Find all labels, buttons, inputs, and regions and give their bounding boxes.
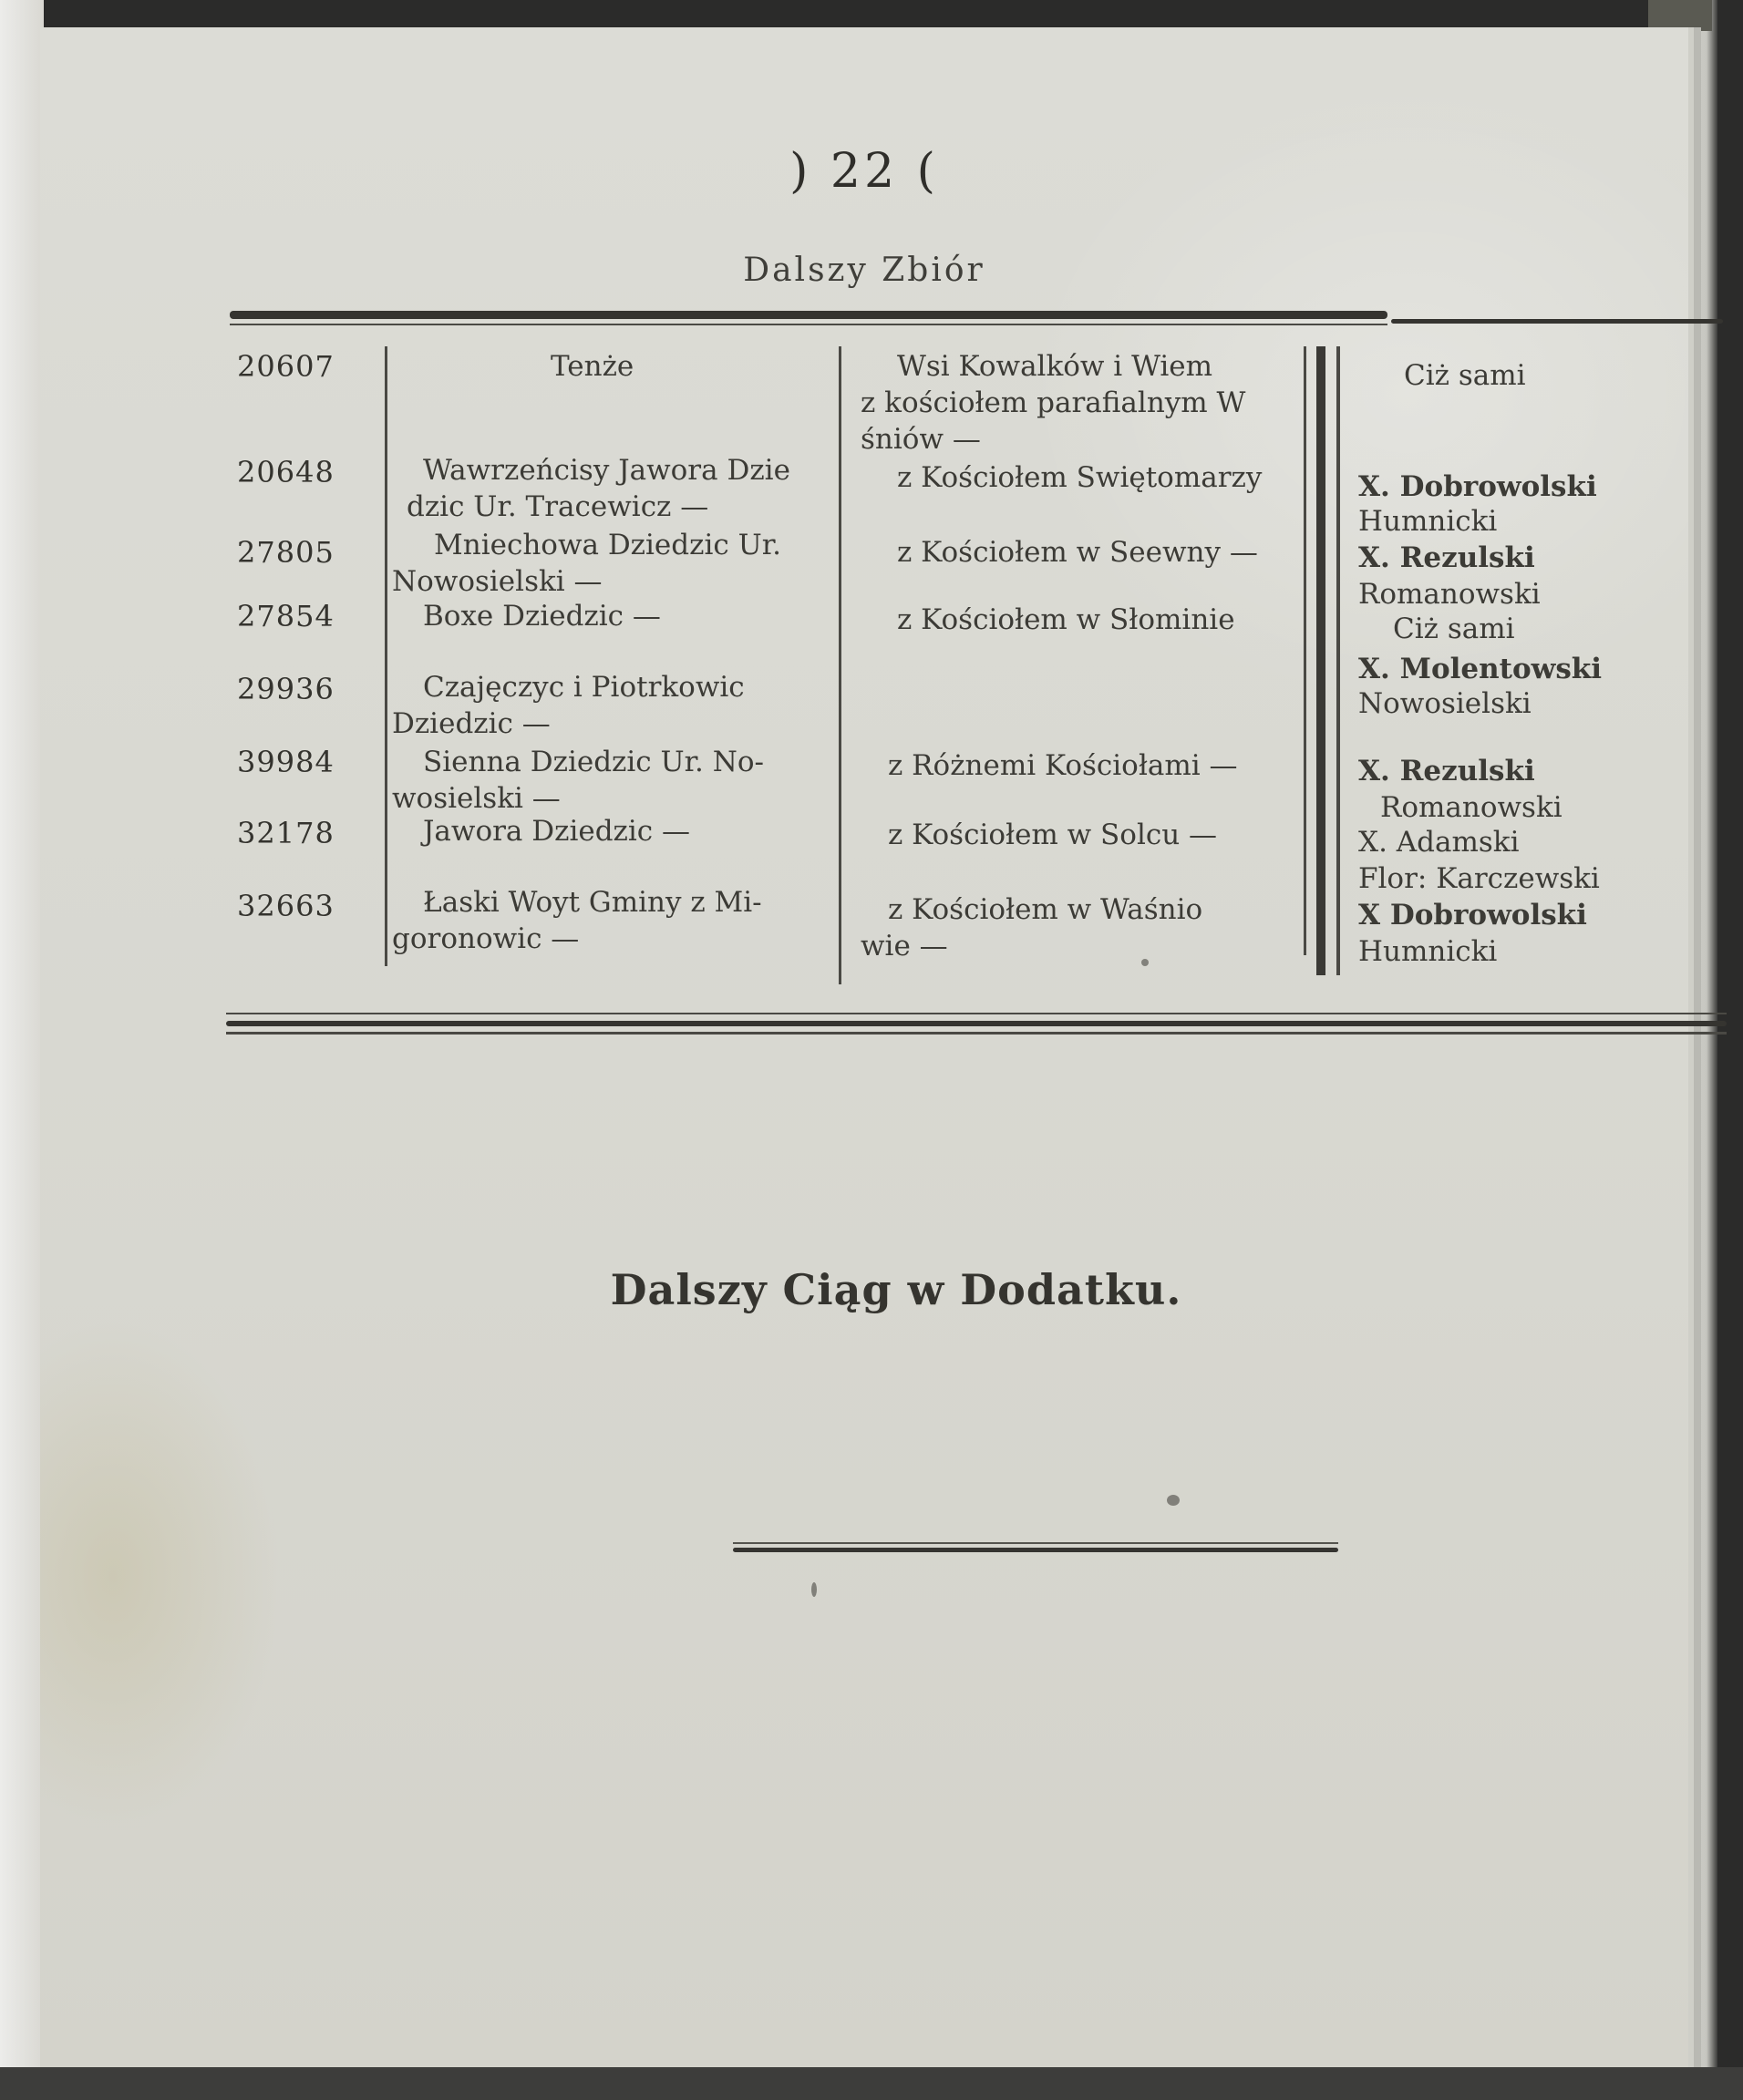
- end-rule: [733, 1548, 1338, 1552]
- row-priest-line: Nowosielski: [1358, 687, 1532, 720]
- scan-corner: [1648, 0, 1712, 31]
- row-church-line: z Kościołem w Seewny —: [897, 536, 1258, 569]
- row-number: 20648: [237, 455, 335, 489]
- continuation-note: [40, 1265, 1688, 1314]
- row-name-line: Tenże: [551, 350, 634, 383]
- row-number: 29936: [237, 672, 335, 706]
- row-church-line: wie —: [861, 930, 948, 962]
- row-priest-line: X. Adamski: [1358, 826, 1520, 859]
- row-name-line: dzic Ur. Tracewicz —: [407, 490, 709, 523]
- row-number: 32178: [237, 816, 335, 850]
- row-number: 20607: [237, 349, 335, 384]
- ink-spot: [1167, 1495, 1180, 1506]
- section-title: Dalszy Zbiór: [743, 252, 985, 289]
- row-number: 27854: [237, 599, 335, 633]
- row-name-line: Boxe Dziedzic —: [423, 600, 661, 633]
- row-name-line: Mniechowa Dziedzic Ur.: [434, 529, 781, 561]
- row-priest-line: Humnicki: [1358, 935, 1498, 968]
- ink-spot: [811, 1582, 817, 1597]
- row-name-line: Wawrzeńcisy Jawora Dzie: [423, 454, 790, 487]
- row-priest-line: Flor: Karczewski: [1358, 862, 1600, 895]
- row-priest-line: X. Molentowski: [1358, 653, 1603, 685]
- row-name-line: goronowic —: [392, 922, 580, 955]
- row-priest-line: Romanowski: [1380, 791, 1563, 824]
- row-priest-line: X. Rezulski: [1358, 541, 1535, 574]
- row-priest-line: Ciż sami: [1404, 359, 1526, 392]
- row-name-line: Łaski Woyt Gminy z Mi-: [423, 886, 762, 919]
- register-table: [40, 27, 1688, 1030]
- page-number: ) 22 (: [789, 144, 939, 199]
- row-church-line: z kościołem parafialnym W: [861, 386, 1246, 419]
- row-church-line: śniów —: [861, 423, 981, 456]
- row-number: 32663: [237, 889, 335, 923]
- row-name-line: Jawora Dziedzic —: [423, 815, 691, 848]
- row-name-line: Nowosielski —: [392, 565, 603, 598]
- scan-backdrop-left: [0, 0, 44, 2100]
- row-church-line: z Kościołem Swiętomarzy: [897, 461, 1263, 494]
- row-church-line: z Różnemi Kościołami —: [888, 749, 1238, 782]
- document-page: [40, 27, 1688, 2067]
- row-name-line: Sienna Dziedzic Ur. No-: [423, 746, 765, 778]
- row-church-line: Wsi Kowalków i Wiem: [897, 350, 1213, 383]
- row-priest-line: X. Dobrowolski: [1358, 470, 1597, 503]
- row-name-line: Dziedzic —: [392, 707, 551, 740]
- row-priest-line: X. Rezulski: [1358, 755, 1535, 788]
- bottom-rule: [226, 1021, 1727, 1026]
- row-priest-line: X Dobrowolski: [1358, 899, 1587, 932]
- row-priest-line: Humnicki: [1358, 505, 1498, 538]
- row-church-line: z Kościołem w Słominie: [897, 603, 1235, 636]
- row-church-line: z Kościołem w Solcu —: [888, 818, 1218, 851]
- ink-spot: [1141, 959, 1149, 966]
- row-priest-line: Romanowski: [1358, 578, 1541, 611]
- row-number: 39984: [237, 745, 335, 779]
- page-edge: [1690, 0, 1717, 2100]
- row-number: 27805: [237, 535, 335, 570]
- continuation-text: Dalszy Ciąg w Dodatku.: [610, 1265, 1182, 1314]
- row-church-line: z Kościołem w Waśnio: [888, 893, 1203, 926]
- scan-backdrop-bottom: [0, 2067, 1743, 2100]
- row-name-line: wosielski —: [392, 782, 561, 815]
- row-name-line: Czajęczyc i Piotrkowic: [423, 671, 745, 704]
- row-priest-line: Ciż sami: [1393, 612, 1515, 645]
